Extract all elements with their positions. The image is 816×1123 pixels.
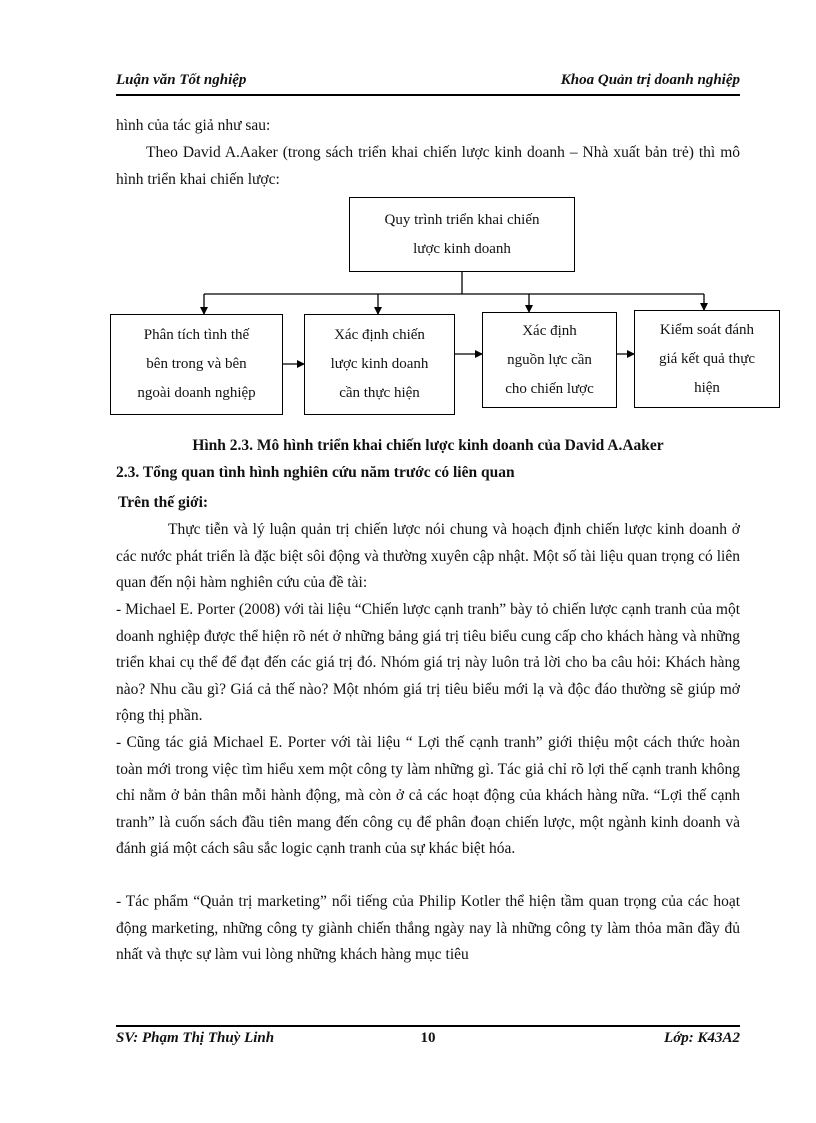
body-paragraph-3: - Cũng tác giả Michael E. Porter với tài liệu “ Lợi thế cạnh tranh” giới thiệu một cách thức hoàn toàn mới trong việc tìm hiểu xem một công ty làm những gì. Tác giả chỉ rõ lợi thế cạnh tranh không chỉ nằm ở bản thân mỗi hành động, mà còn ở cả các hoạt động của khách hàng nữa. “Lợi thế cạnh tranh” là cuốn sách đầu tiên mang đến công cụ để phân đoạn chiến lược, một ngành kinh doanh và đánh giá một cách sâu sắc logic cạnh tranh của sự khác biệt hóa. bbox=[116, 734, 740, 857]
header-thesis-title: Luận văn Tốt nghiệp bbox=[116, 72, 247, 88]
body-paragraph-2: - Michael E. Porter (2008) với tài liệu “Chiến lược cạnh tranh” bày tỏ chiến lược cạnh tranh của một doanh nghiệp được thể hiện rõ nét ở những bảng giá trị tiêu biểu cung cấp cho khách hàng và những triển khai cụ thể để đạt đến các giá trị đó. Nhóm giá trị này luôn trả lời cho ba câu hỏi: Khách hàng nào? Nhu cầu gì? Giá cả thế nào? Một nhóm giá trị tiêu biểu mới lạ và độc đáo thường sẽ giúp mở rộng thị phần. bbox=[116, 601, 740, 724]
header-faculty: Khoa Quản trị doanh nghiệp bbox=[560, 72, 740, 88]
box-3-line-2: nguồn lực cần bbox=[507, 351, 592, 368]
top-box-line-2: lược kinh doanh bbox=[413, 240, 511, 257]
footer-divider bbox=[116, 1025, 740, 1027]
diagram-box-strategy bbox=[304, 314, 455, 415]
page-number: 10 bbox=[420, 1030, 436, 1046]
box-1-line-3: ngoài doanh nghiệp bbox=[137, 385, 256, 401]
diagram-box-control bbox=[634, 310, 780, 408]
top-box-line-1: Quy trình triển khai chiến bbox=[384, 211, 540, 228]
page-footer bbox=[116, 1030, 740, 1052]
box-2-line-2: lược kinh doanh bbox=[330, 356, 429, 372]
diagram-top-box bbox=[349, 197, 575, 272]
box-4-line-2: giá kết quả thực bbox=[658, 350, 755, 367]
diagram-box-resources bbox=[482, 312, 617, 408]
body-paragraph-1: Thực tiễn và lý luận quản trị chiến lược nói chung và hoạch định chiến lược kinh doanh ở các nước phát triển là đặc biệt sôi động và thường xuyên cập nhật. Một số tài liệu quan trọng có liên quan đến nội hàm nghiên cứu của đề tài: bbox=[116, 521, 740, 591]
footer-class: Lớp: K43A2 bbox=[664, 1030, 740, 1046]
body-paragraph-4: - Tác phẩm “Quản trị marketing” nổi tiếng của Philip Kotler thể hiện tầm quan trọng của các hoạt động marketing, những công ty giành chiến thắng ngày nay là những công ty làm thỏa mãn đầy đủ nhất và thực sự làm vui lòng những khách hàng mục tiêu bbox=[116, 893, 740, 963]
intro-line: hình của tác giả như sau: bbox=[116, 117, 271, 134]
box-2-line-1: Xác định chiến bbox=[334, 327, 425, 343]
box-4-line-1: Kiểm soát đánh bbox=[659, 321, 755, 338]
box-4-line-3: hiện bbox=[694, 379, 720, 396]
box-3-line-1: Xác định bbox=[522, 322, 577, 339]
figure-caption: Hình 2.3. Mô hình triển khai chiến lược kinh doanh của David A.Aaker bbox=[192, 437, 664, 454]
intro-paragraph: Theo David A.Aaker (trong sách triển khai chiến lược kinh doanh – Nhà xuất bản trẻ) thì mô hình triển khai chiến lược: bbox=[116, 144, 740, 188]
diagram-box-analysis bbox=[110, 314, 283, 415]
subsection-heading: Trên thế giới: bbox=[118, 494, 209, 511]
box-1-line-2: bên trong và bên bbox=[146, 356, 247, 372]
box-2-line-3: cần thực hiện bbox=[339, 385, 420, 401]
footer-student: SV: Phạm Thị Thuỳ Linh bbox=[116, 1030, 275, 1046]
box-1-line-1: Phân tích tình thế bbox=[143, 327, 250, 343]
box-3-line-3: cho chiến lược bbox=[505, 380, 594, 397]
section-heading: 2.3. Tổng quan tình hình nghiên cứu năm trước có liên quan bbox=[116, 464, 515, 481]
